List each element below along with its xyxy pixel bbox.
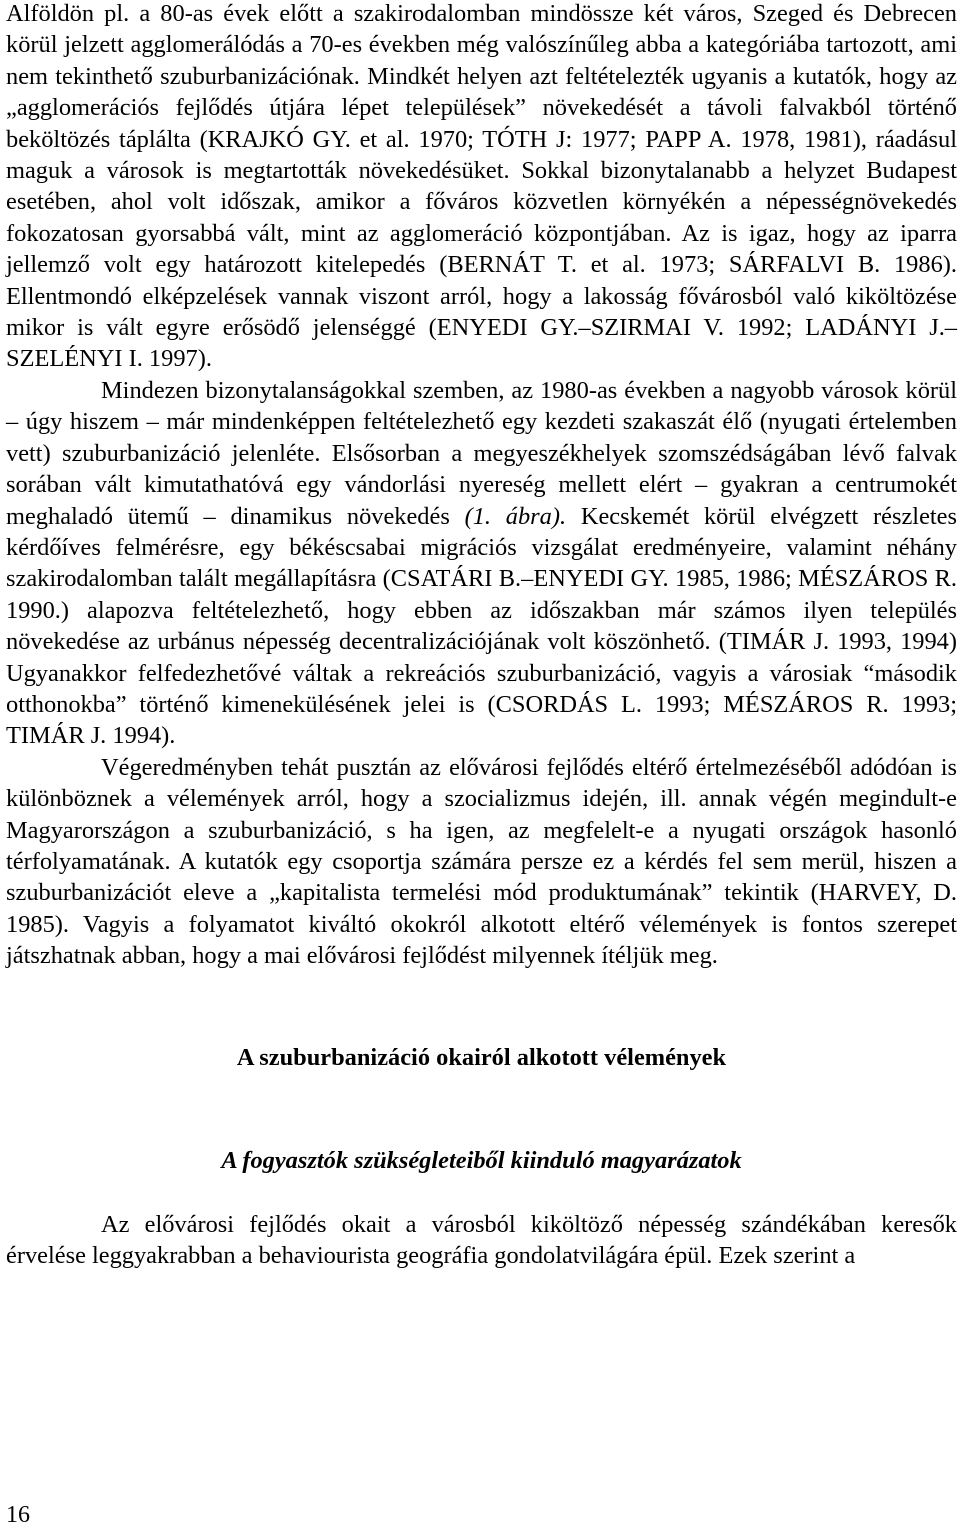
figure-reference: (1. ábra). — [464, 502, 567, 530]
spacer — [6, 972, 957, 1042]
spacer — [6, 1073, 957, 1145]
paragraph-1980s-text: Mindezen bizonytalanságokkal szemben, az 1980-as években a nagyobb városok körül – úgy hiszem – már mindenképpen feltételezhető egy kezdeti szakaszát élő (nyugati értelemben vett) szuburbanizáció jelenléte. Elsősorban a megyeszékhelyek szomszédságában lévő falvak sorában vált kimutathatóvá egy vándorlási nyereség mellett elért – gyakran a centrumokét meghaladó ütemű – dinamikus növekedés — [6, 376, 957, 530]
paragraph-behaviourist: Az elővárosi fejlődés okait a városból kiköltöző népesség szándékában keresők érvelése leggyakrabban a behaviourista geográfia gondolatvilágára épül. Ezek szerint a — [6, 1210, 957, 1269]
paragraph-agglomeration: Alföldön pl. a 80-as évek előtt a szakirodalomban mindössze két város, Szeged és Debrecen körül jelzett agglomerálódás a 70-es években még valószínűleg abba a kategóriába tartozott, ami nem tekinthető szuburbanizációnak. Mindkét helyen azt feltételezték ugyanis a kutatók, hogy az „agglomerációs fejlődés útjára lépet települések” növekedését a távoli falvakból történő beköltözés táplálta (KRAJKÓ GY. et al. 1970; TÓTH J: 1977; PAPP A. 1978, 1981), ráadásul maguk a városok is megtartották növekedésüket. Sokkal bizonytalanabb a helyzet Budapest esetében, ahol volt időszak, amikor a főváros közvetlen környékén a népességnövekedés fokozatosan gyorsabbá vált, mint az agglomeráció központjában. Az is igaz, hogy az iparra jellemző volt egy határozott kitelepedés (BERNÁT T. et al. 1973; SÁRFALVI B. 1986). Ellentmondó elképzelések vannak viszont arról, hogy a lakosság fővárosból való kiköltözése mikor is vált egyre erősödő jelenséggé (ENYEDI GY.–SZIRMAI V. 1992; LADÁNYI J.–SZELÉNYI I. 1997). — [6, 0, 957, 373]
document-page — [6, 0, 957, 1271]
subsection-title: A fogyasztók szükségleteiből kiinduló magyarázatok — [221, 1146, 742, 1174]
spacer — [6, 1176, 957, 1209]
paragraph-1980s-continued: Kecskemét körül elvégzett részletes kérdőíves felmérésre, egy békéscsabai migrációs vizsgálat eredményeire, valamint néhány szakirodalomban talált megállapításra (CSATÁRI B.–ENYEDI GY. 1985, 1986; MÉSZÁROS R. 1990.) alapozva feltételezhető, hogy ebben az időszakban már számos ilyen település növekedése az urbánus népesség decentralizációjának volt köszönhető. (TIMÁR J. 1993, 1994) Ugyanakkor felfedezhetővé váltak a rekreációs szuburbanizáció, vagyis a városiak “második otthonokba” történő kimenekülésének jelei is (CSORDÁS L. 1993; MÉSZÁROS R. 1993; TIMÁR J. 1994). — [6, 502, 957, 750]
page-number: 16 — [6, 1502, 30, 1528]
paragraph-1980s — [6, 375, 957, 752]
paragraph-conclusion: Végeredményben tehát pusztán az elővárosi fejlődés eltérő értelmezéséből adódóan is különböznek a vélemények arról, hogy a szocializmus idején, ill. annak végén megindult-e Magyarországon a szuburbanizáció, s ha igen, az megfelelt-e a nyugati országok hasonló térfolyamatának. A kutatók egy csoportja számára persze ez a kérdés fel sem merül, hiszen a szuburbanizációt eleve a „kapitalista termelési mód produktumának” tekintik (HARVEY, D. 1985). Vagyis a folyamatot kiváltó okokról alkotott eltérő vélemények is fontos szerepet játszhatnak abban, hogy a mai elővárosi fejlődést milyennek ítéljük meg. — [6, 753, 957, 970]
section-title: A szuburbanizáció okairól alkotott vélemények — [236, 1043, 727, 1071]
